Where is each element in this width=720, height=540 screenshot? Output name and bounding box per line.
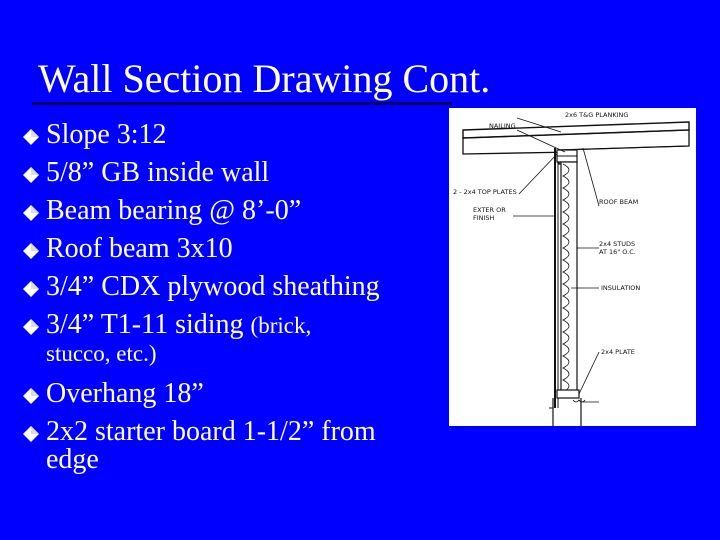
diamond-bullet-icon <box>22 425 40 443</box>
label-roof-beam: ROOF BEAM <box>599 198 639 206</box>
bullet-text: 5/8” GB inside wall <box>46 157 270 188</box>
bullet-item <box>20 413 440 451</box>
bullet-list <box>20 116 440 483</box>
label-insulation: INSULATION <box>601 284 641 292</box>
label-exterior: EXTER OR <box>473 206 506 214</box>
diamond-bullet-icon <box>22 318 40 336</box>
bullet-text: 2x2 starter board 1-1/2” from <box>46 416 376 447</box>
diamond-bullet-icon <box>22 387 40 405</box>
label-nailing: NAILING <box>489 122 516 130</box>
bullet-text: Roof beam 3x10 <box>46 233 233 264</box>
diamond-bullet-icon <box>22 204 40 222</box>
bullet-text: 3/4” CDX plywood sheathing <box>46 271 380 302</box>
title-underline <box>32 102 452 105</box>
bullet-text: Beam bearing @ 8’-0” <box>46 195 302 226</box>
bullet-item <box>20 306 440 345</box>
bottom-plate <box>557 390 579 398</box>
slide-title: Wall Section Drawing Cont. <box>38 56 491 101</box>
label-plate: 2x4 PLATE <box>601 348 635 356</box>
label-top-plates: 2 - 2x4 TOP PLATES <box>453 188 517 196</box>
diamond-bullet-icon <box>22 242 40 260</box>
diamond-bullet-icon <box>22 128 40 146</box>
label-studs-oc: AT 16" O.C. <box>599 248 636 256</box>
bullet-item <box>20 154 440 192</box>
bullet-item <box>20 230 440 268</box>
bullet-text: Overhang 18” <box>46 378 204 409</box>
label-finish: FINISH <box>473 214 495 222</box>
bullet-continuation: stucco, etc.) <box>46 341 157 366</box>
bullet-text: Slope 3:12 <box>46 119 167 150</box>
bullet-text: 3/4” T1-11 siding <box>46 309 244 340</box>
wall-section-drawing <box>449 108 696 426</box>
bullet-note: (brick, <box>250 313 312 338</box>
diamond-bullet-icon <box>22 166 40 184</box>
label-studs: 2x4 STUDS <box>599 240 636 248</box>
label-planking: 2x6 T&G PLANKING <box>565 111 629 119</box>
bullet-continuation: edge <box>46 444 99 475</box>
bullet-item <box>20 116 440 154</box>
bullet-item <box>20 375 440 413</box>
diamond-bullet-icon <box>22 280 40 298</box>
bullet-item <box>20 268 440 306</box>
wall-section-svg <box>449 108 696 426</box>
bullet-item <box>20 192 440 230</box>
